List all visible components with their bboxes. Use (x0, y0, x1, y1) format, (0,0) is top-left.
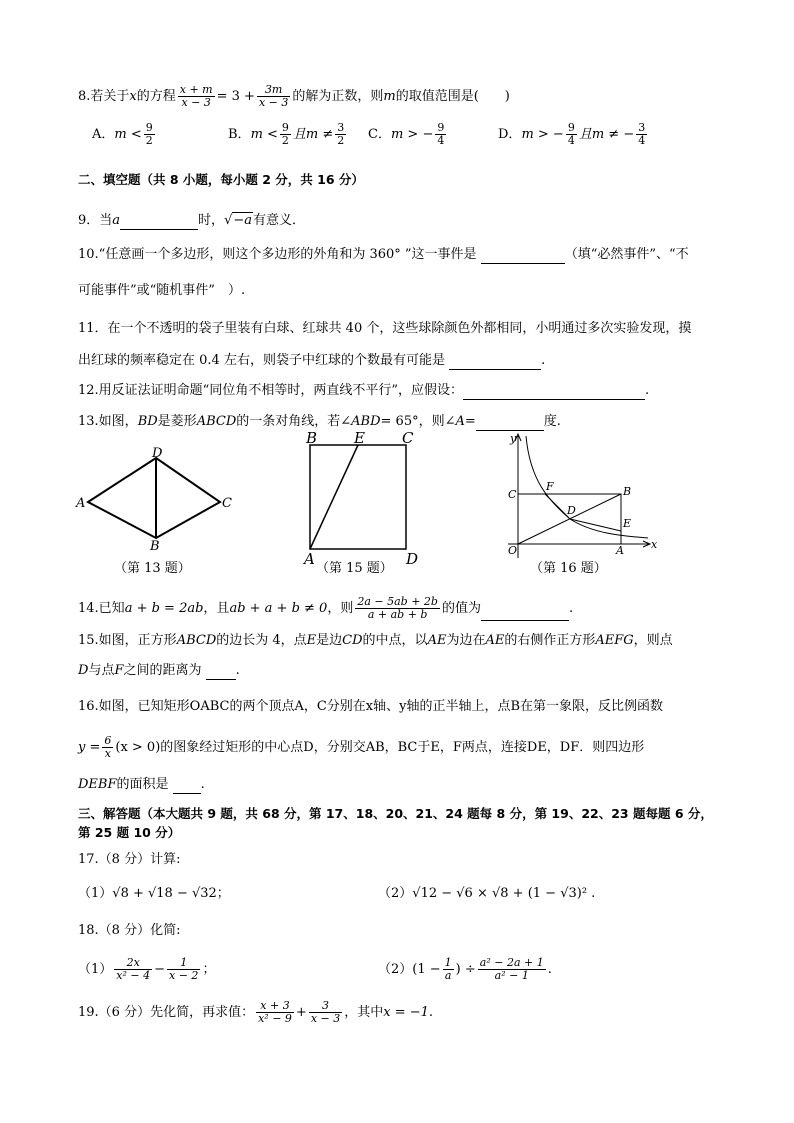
fig16-label-d: D (567, 504, 576, 517)
q11-line2: 出红球的频率稳定在 0.4 左右，则袋子中红球的个数最有可能是 . (78, 353, 546, 368)
q10-blank (481, 249, 565, 264)
q8-line: 8.若关于x的方程 $\frac{x + m}{x - 3}$ = 3 + $\frac{3m}{x - 3}$ 的解为正数，则m的取值范围是( ) (78, 83, 510, 109)
section3-heading-line1: 三、解答题（本大题共 9 题，共 68 分，第 17、18、20、21、24 题每 8 分，第 19、22、23 题每题 6 分， (78, 806, 713, 821)
section2-heading: 二、填空题（共 8 小题，每小题 2 分，共 16 分） (78, 172, 364, 187)
fig13-label-a: A (76, 496, 86, 511)
q8-option-d: D．m > − $\frac{9}{4}$ 且m ≠ − $\frac{3}{4}$ (498, 121, 646, 147)
segment-de (570, 519, 621, 531)
q9-blank (120, 215, 198, 230)
q19-frac1: $\frac{x + 3}{\text{x² − 9}}$ (258, 999, 292, 1025)
q18-part2: （2）(1 − $\frac{1}{a}$ ) ÷ $\frac{\text{a² − 2a + 1}}{\text{a² − 1}}$ . (378, 956, 552, 982)
q14-blank (481, 606, 569, 621)
q10-line2: 可能事件”或“随机事件” ）. (78, 283, 246, 298)
q18-title: 18.（8 分）化简: (78, 923, 181, 938)
fig13-label-b: B (150, 539, 160, 554)
q9-line: 9．当a 时，√−a有意义． (78, 213, 306, 228)
figure-13 (74, 446, 254, 580)
figure-15 (296, 428, 430, 580)
q16-line3: DEBF的面积是 . (78, 777, 205, 792)
q18-frac2: $\frac{1}{x - 2}$ (169, 956, 199, 982)
q16-line2: y = $\frac{6}{x}$ (x > 0)的图象经过矩形的中心点D，分别交AB，BC于E，F两点，连接DE，DF．则四边形 (78, 734, 645, 760)
q15-line2: D与点F之间的距离为 . (78, 663, 240, 678)
q16-line1: 16.如图，已知矩形OABC的两个顶点A，C分别在x轴、y轴的正半轴上，点B在第一象限，反比例函数 (78, 699, 664, 714)
q10-line1: 10.“任意画一个多边形，则这个多边形的外角和为 360° ”这一事件是 （填“必然事件”、“不 (78, 247, 689, 262)
section3-heading-line2: 第 25 题 10 分） (78, 825, 181, 840)
q8-frac2: $\frac{3m}{x - 3}$ (258, 83, 289, 109)
q12-blank (463, 385, 645, 400)
figure-16 (500, 428, 662, 580)
fig16-label-c: C (508, 488, 517, 501)
fig16-label-a: A (616, 544, 624, 557)
fig16-caption: （第 16 题） (530, 561, 607, 576)
fig16-label-x: x (651, 538, 658, 551)
q15-blank (206, 665, 236, 680)
rhombus-abcd (88, 458, 220, 538)
q18-part1: （1） $\frac{2x}{\text{x² − 4}}$ − $\frac{1}{x - 2}$ ； (78, 956, 216, 982)
q17-part1: （1）√8 + √18 − √32； (78, 886, 230, 901)
q17-title: 17.（8 分）计算: (78, 852, 181, 867)
q17-part2: （2）√12 − √6 × √8 + (1 − √3)² . (378, 886, 596, 901)
q13-line: 13.如图，BD是菱形ABCD的一条对角线，若∠ABD= 65°，则∠A= 度. (78, 414, 561, 429)
q18-frac1: $\frac{2x}{\text{x² − 4}}$ (116, 956, 151, 982)
q12-line: 12.用反证法证明命题“同位角不相等时，两直线不平行”，应假设： . (78, 383, 650, 398)
q18-frac4: $\frac{\text{a² − 2a + 1}}{\text{a² − 1}}$ (479, 956, 544, 982)
q11-line1: 11．在一个不透明的袋子里装有白球、红球共 40 个，这些球除颜色外都相同，小明通过多次实验发现，摸 (78, 321, 692, 336)
q16-blank (173, 779, 201, 794)
q19-frac2: $\frac{3}{x - 3}$ (310, 999, 341, 1025)
q15-line1: 15.如图，正方形ABCD的边长为 4，点E是边CD的中点，以AE为边在AE的右侧作正方形AEFG，则点 (78, 633, 673, 648)
q14-frac: $\frac{2a - 5ab + 2b}{a + ab + b}$ (357, 595, 438, 621)
fig16-label-y: y (510, 432, 517, 445)
fig16-label-b: B (623, 485, 632, 498)
q19-line: 19.（6 分）先化简，再求值： $\frac{x + 3}{\text{x² − 9}}$ + $\frac{3}{x - 3}$ ，其中x = −1. (78, 999, 434, 1025)
q8-option-c: C．m > − $\frac{9}{4}$ (368, 121, 445, 147)
q8-option-a: A．m < $\frac{9}{2}$ (92, 121, 153, 147)
q14-line: 14.已知a + b = 2ab，且ab + a + b ≠ 0，则 $\frac{2a - 5ab + 2b}{a + ab + b}$ 的值为 . (78, 595, 574, 621)
fig15-caption: （第 15 题） (316, 561, 393, 576)
fig15-label-a: A (304, 550, 315, 568)
fig16-label-f: F (546, 480, 554, 493)
fig13-label-d: D (152, 446, 163, 461)
fig16-label-o: O (508, 544, 518, 557)
square-abcd (310, 445, 406, 549)
q16-frac: $\frac{6}{x}$ (104, 734, 112, 760)
q18-frac3: $\frac{1}{a}$ (444, 956, 452, 982)
fig15-label-b: D (406, 550, 419, 568)
fig13-caption: （第 13 题） (114, 561, 191, 576)
q8-option-b: B．m < $\frac{9}{2}$ 且m ≠ $\frac{3}{2}$ (228, 121, 345, 147)
fig15-label-c: C (402, 429, 414, 447)
segment-ae (310, 445, 358, 549)
fig13-label-c: C (222, 496, 232, 511)
q11-blank (449, 355, 541, 370)
q8-frac1: $\frac{x + m}{x - 3}$ (179, 83, 213, 109)
fig15-label-d: B (306, 429, 318, 447)
fig16-label-e: E (623, 517, 632, 530)
fig15-label-e: E (354, 429, 365, 447)
